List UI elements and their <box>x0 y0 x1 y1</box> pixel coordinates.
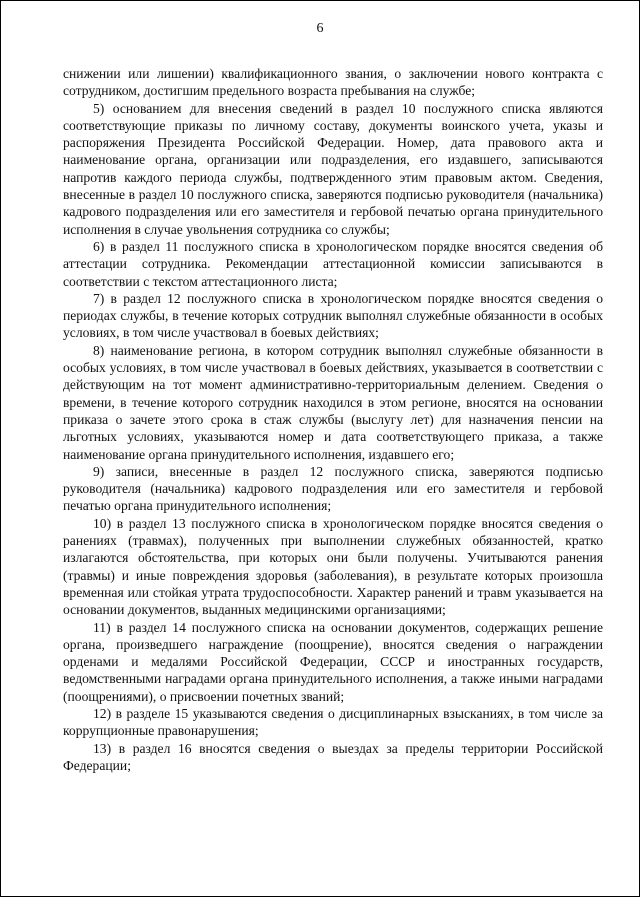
paragraph-continuation: снижении или лишении) квалификационного звания, о заключении нового контракта с сотрудником, достигшим предельного возраста пребывания на службе; <box>63 66 603 99</box>
page-number: 6 <box>316 21 324 36</box>
document-body <box>63 65 603 774</box>
paragraph-item-10: 10) в раздел 13 послужного списка в хронологическом порядке вносятся сведения о ранениях (травмах), полученных при выполнении служебных обязанностей, кратко излагаются обстоятельства, при которых они были получены. Учитываются ранения (травмы) и иные повреждения здоровья (заболевания), в результате которых произошла временная или стойкая утрата трудоспособности. Характер ранений и травм указывается на основании документов, выданных медицинскими организациями; <box>63 515 603 618</box>
paragraph-item-9: 9) записи, внесенные в раздел 12 послужного списка, заверяются подписью руководителя (начальника) кадрового подразделения или его заместителя и гербовой печатью органа принудительного исполнения; <box>63 463 603 514</box>
paragraph-item-6: 6) в раздел 11 послужного списка в хронологическом порядке вносятся сведения об аттестации сотрудника. Рекомендации аттестационной комиссии записываются в соответствии с текстом аттестационного листа; <box>63 238 603 289</box>
paragraph-item-12: 12) в разделе 15 указываются сведения о дисциплинарных взысканиях, в том числе за коррупционные правонарушения; <box>63 705 603 739</box>
paragraph-item-13: 13) в раздел 16 вносятся сведения о выездах за пределы территории Российской Федерации; <box>63 740 603 773</box>
paragraph-item-5: 5) основанием для внесения сведений в раздел 10 послужного списка являются соответствующие приказы по личному составу, документы воинского учета, указы и распоряжения Президента Российской Федерации. Номер, дата правового акта и наименование органа, организации или подразделения, его издавшего, записываются напротив каждого периода службы, подтвержденного этим правовым актом. Сведения, внесенные в раздел 10 послужного списка, заверяются подписью руководителя (начальника) кадрового подразделения или его заместителя и гербовой печатью органа принудительного исполнения в случае увольнения сотрудника со службы; <box>63 100 603 237</box>
paragraph-item-7: 7) в раздел 12 послужного списка в хронологическом порядке вносятся сведения о периодах службы, в течение которых сотрудник выполнял служебные обязанности в особых условиях, в том числе участвовал в боевых действиях; <box>63 290 603 341</box>
paragraph-item-8: 8) наименование региона, в котором сотрудник выполнял служебные обязанности в особых условиях, в том числе участвовал в боевых действиях, указывается в соответствии с действующим на тот момент административно-территориальным делением. Сведения о времени, в течение которого сотрудник находился в этом регионе, вносятся на основании приказа о зачете этого срока в стаж службы (выслугу лет) для назначения пенсии на льготных условиях, указываются номер и дата соответствующего приказа, а также наименование органа принудительного исполнения, издавшего его; <box>63 342 603 462</box>
paragraph-item-11: 11) в раздел 14 послужного списка на основании документов, содержащих решение органа, произведшего награждение (поощрение), вносятся сведения о награждении орденами и медалями Российской Федерации, СССР и иностранных государств, ведомственными наградами органа принудительного исполнения, а также иными наградами (поощрениями), о присвоении почетных званий; <box>63 619 603 704</box>
